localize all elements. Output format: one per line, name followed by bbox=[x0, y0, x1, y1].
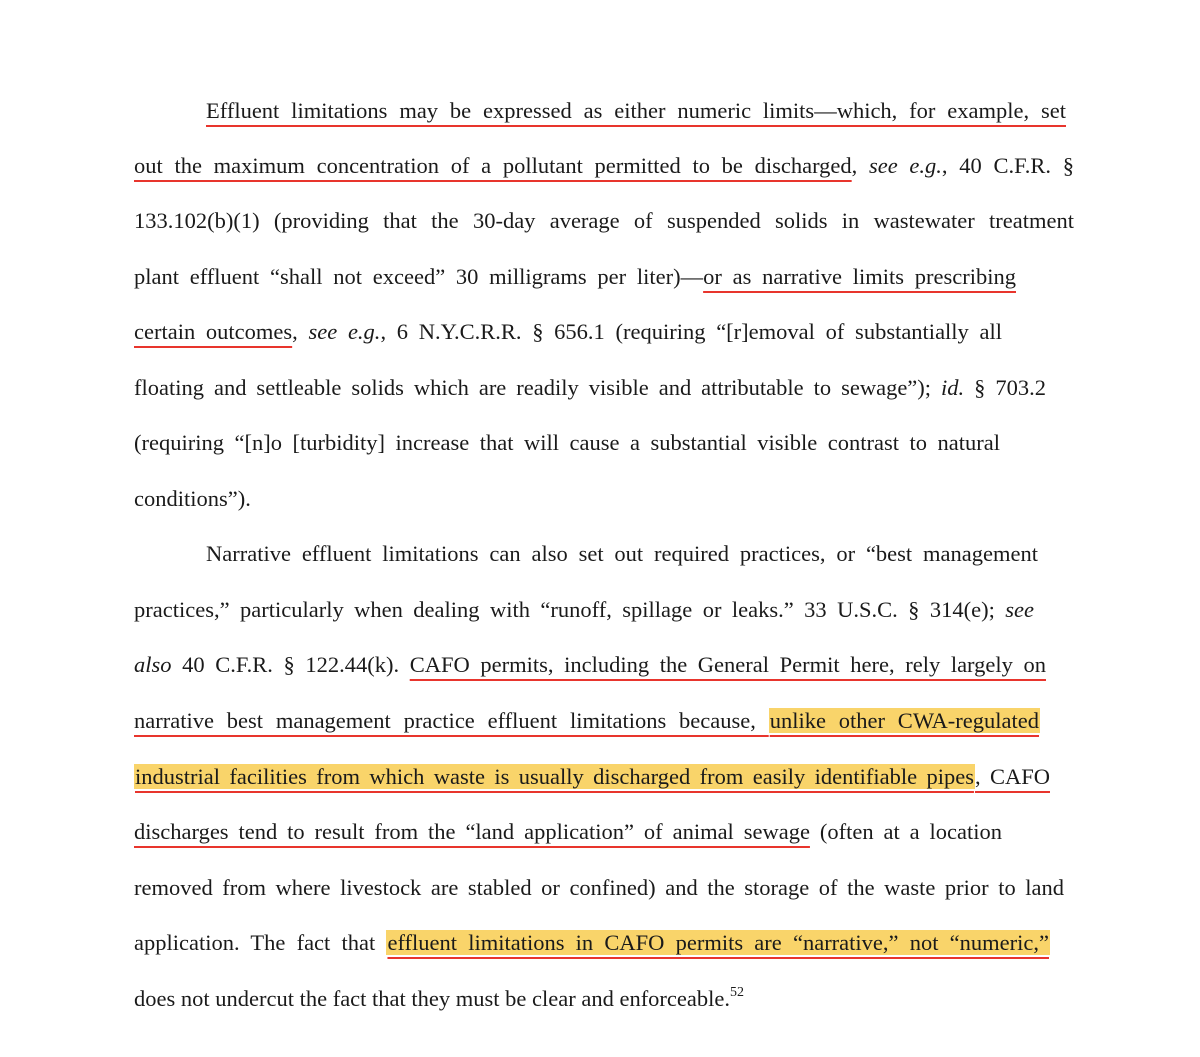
italic-text: also bbox=[134, 652, 172, 677]
italic-text: see e.g. bbox=[308, 319, 381, 344]
underlined-text: or as narrative limits prescribing bbox=[703, 264, 1016, 289]
underlined-text: Effluent limitations may be expressed as either numeric limits—which, for example, set bbox=[206, 98, 1066, 123]
text: removed from where livestock are stabled or confined) and the storage of the waste prior to land bbox=[134, 875, 1064, 900]
text: (often at a location bbox=[809, 819, 1002, 844]
p1-line-3 bbox=[134, 206, 1074, 236]
text: plant effluent “shall not exceed” 30 milligrams per liter)— bbox=[134, 264, 704, 289]
p1-line-2 bbox=[134, 151, 1074, 181]
text: , 40 C.F.R. § bbox=[941, 153, 1075, 178]
text: conditions”). bbox=[134, 486, 251, 511]
p1-line-7 bbox=[134, 428, 1000, 458]
text: , bbox=[292, 319, 309, 344]
p2-line-9 bbox=[134, 984, 1074, 1014]
text: , bbox=[851, 153, 869, 178]
italic-text: see e.g. bbox=[869, 153, 942, 178]
highlighted-text: industrial facilities from which waste is usually discharged from easily identifiable pipes bbox=[135, 764, 974, 789]
highlighted-text: effluent limitations in CAFO permits are “narrative,” not “numeric,” bbox=[387, 930, 1049, 955]
underlined-text: , CAFO bbox=[974, 764, 1050, 789]
p1-line-4 bbox=[134, 262, 1016, 292]
text: does not undercut the fact that they must be clear and enforceable. bbox=[134, 986, 730, 1011]
text: 133.102(b)(1) (providing that the 30-day average of suspended solids in wastewater treatment bbox=[134, 208, 1074, 233]
text: floating and settleable solids which are readily visible and attributable to sewage”); bbox=[134, 375, 942, 400]
p2-line-5 bbox=[134, 762, 1050, 792]
text: practices,” particularly when dealing with “runoff, spillage or leaks.” 33 U.S.C. § 314(e); bbox=[134, 597, 1006, 622]
p2-line-3 bbox=[134, 650, 1046, 680]
p2-line-2 bbox=[134, 595, 1034, 625]
underlined-text: narrative best management practice effluent limitations because, bbox=[134, 708, 769, 733]
italic-text: see bbox=[1005, 597, 1034, 622]
p2-line-1 bbox=[206, 539, 1038, 569]
p2-line-8 bbox=[134, 928, 1050, 958]
text: 40 C.F.R. § 122.44(k). bbox=[171, 652, 410, 677]
p1-line-6 bbox=[134, 373, 1046, 403]
underlined-text: CAFO permits, including the General Permit here, rely largely on bbox=[409, 652, 1046, 677]
p1-line-8 bbox=[134, 484, 1074, 514]
footnote-ref[interactable]: 52 bbox=[730, 985, 744, 1000]
underlined-text: certain outcomes bbox=[134, 319, 293, 344]
underlined-text: out the maximum concentration of a pollutant permitted to be discharged bbox=[134, 153, 852, 178]
text: (requiring “[n]o [turbidity] increase that will cause a substantial visible contrast to natural bbox=[134, 430, 1000, 455]
underlined-text: discharges tend to result from the “land application” of animal sewage bbox=[134, 819, 810, 844]
italic-text: id. bbox=[941, 375, 965, 400]
p2-line-7 bbox=[134, 873, 1064, 903]
text: Narrative effluent limitations can also set out required practices, or “best management bbox=[206, 541, 1038, 566]
p2-line-4 bbox=[134, 706, 1040, 736]
p1-line-1 bbox=[206, 96, 1066, 126]
p2-line-6 bbox=[134, 817, 1002, 847]
text: § 703.2 bbox=[964, 375, 1047, 400]
p1-line-5 bbox=[134, 317, 1002, 347]
text: , 6 N.Y.C.R.R. § 656.1 (requiring “[r]emoval of substantially all bbox=[380, 319, 1003, 344]
highlighted-text: unlike other CWA-regulated bbox=[769, 708, 1040, 733]
text: application. The fact that bbox=[134, 930, 387, 955]
